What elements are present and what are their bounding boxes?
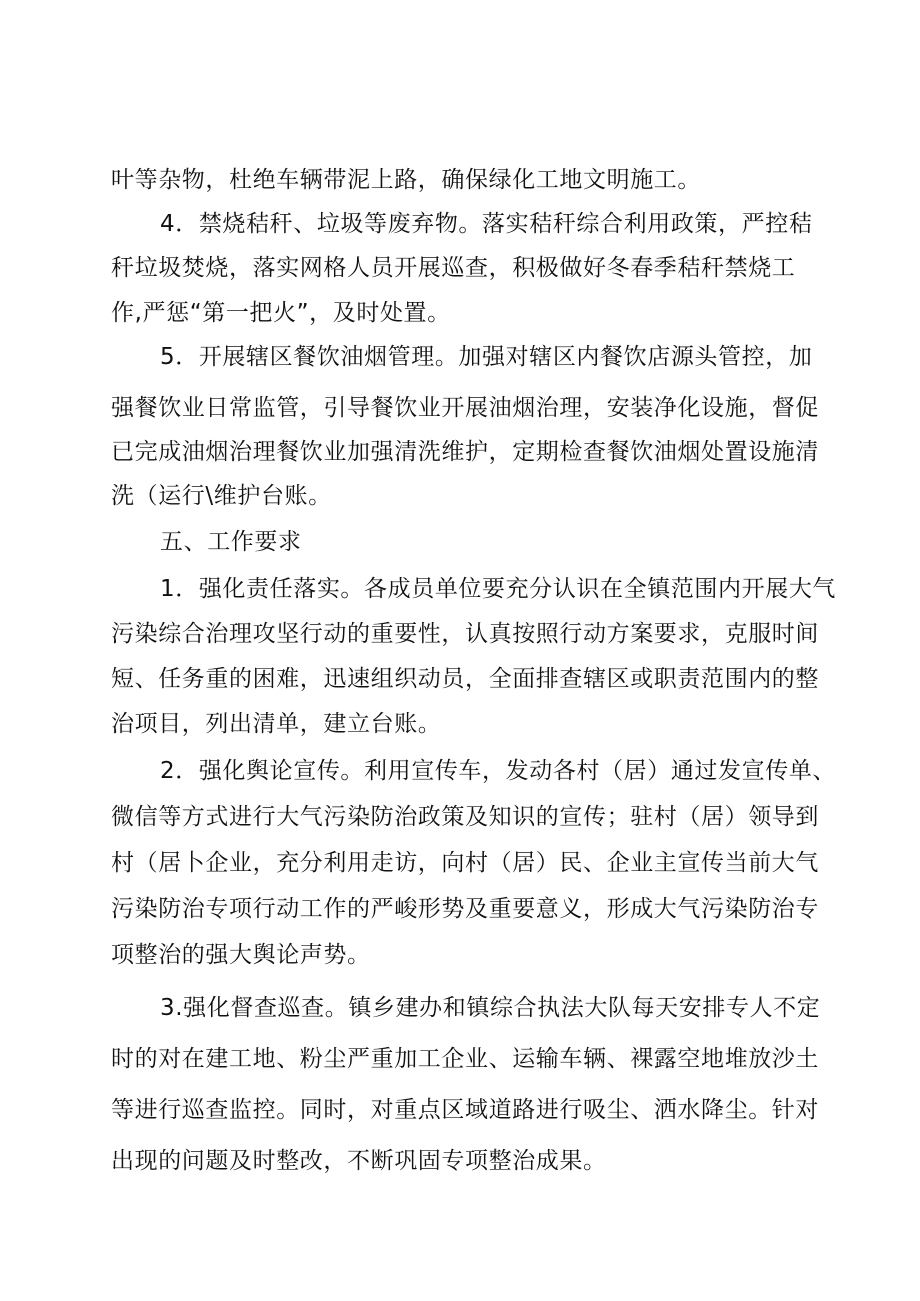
text-line: 出现的问题及时整改，不断巩固专项整治成果。	[111, 1148, 607, 1174]
text-line: 2．强化舆论宣传。利用宣传车，发动各村（居）通过发宣传单、	[160, 758, 837, 784]
text-line: 5．开展辖区餐饮油烟管理。加强对辖区内餐饮店源头管控，加	[160, 344, 813, 370]
text-line: 4．禁烧秸秆、垃圾等废弃物。落实秸秆综合利用政策，严控秸	[160, 211, 813, 237]
text-line: 时的对在建工地、粉尘严重加工企业、运输车辆、裸露空地堆放沙土	[111, 1046, 819, 1072]
text-line: 村（居卜企业，充分利用走访，向村（居）民、企业主宣传当前大气	[111, 850, 819, 876]
section-heading: 五、工作要求	[160, 529, 302, 555]
text-line: 已完成油烟治理餐饮业加强清洗维护，定期检查餐饮油烟处置设施清	[111, 439, 819, 465]
text-line: 作,严惩“第一把火”，及时处置。	[111, 300, 451, 326]
text-line: 微信等方式进行大气污染防治政策及知识的宣传；驻村（居）领导到	[111, 804, 819, 830]
text-line: 3.强化督查巡查。镇乡建办和镇综合执法大队每天安排专人不定	[160, 995, 821, 1021]
text-line: 短、任务重的困难，迅速组织动员，全面排查辖区或职责范围内的整	[111, 666, 819, 692]
text-line: 1．强化责任落实。各成员单位要充分认识在全镇范围内开展大气	[160, 576, 837, 602]
text-line: 等进行巡查监控。同时，对重点区域道路进行吸尘、洒水降尘。针对	[111, 1097, 819, 1123]
text-line: 叶等杂物，杜绝车辆带泥上路，确保绿化工地文明施工。	[111, 167, 701, 193]
text-line: 项整治的强大舆论声势。	[111, 942, 371, 968]
text-line: 治项目，列出清单，建立台账。	[111, 711, 442, 737]
text-line: 洗（运行\维护台账。	[111, 483, 332, 509]
text-line: 强餐饮业日常监管，引导餐饮业开展油烟治理，安装净化设施，督促	[111, 395, 819, 421]
text-line: 秆垃圾焚烧，落实网格人员开展巡查，积极做好冬春季秸秆禁烧工	[111, 255, 796, 281]
text-line: 污染防治专项行动工作的严峻形势及重要意义，形成大气污染防治专	[111, 896, 819, 922]
text-line: 污染综合治理攻坚行动的重要性，认真按照行动方案要求，克服时间	[111, 621, 819, 647]
